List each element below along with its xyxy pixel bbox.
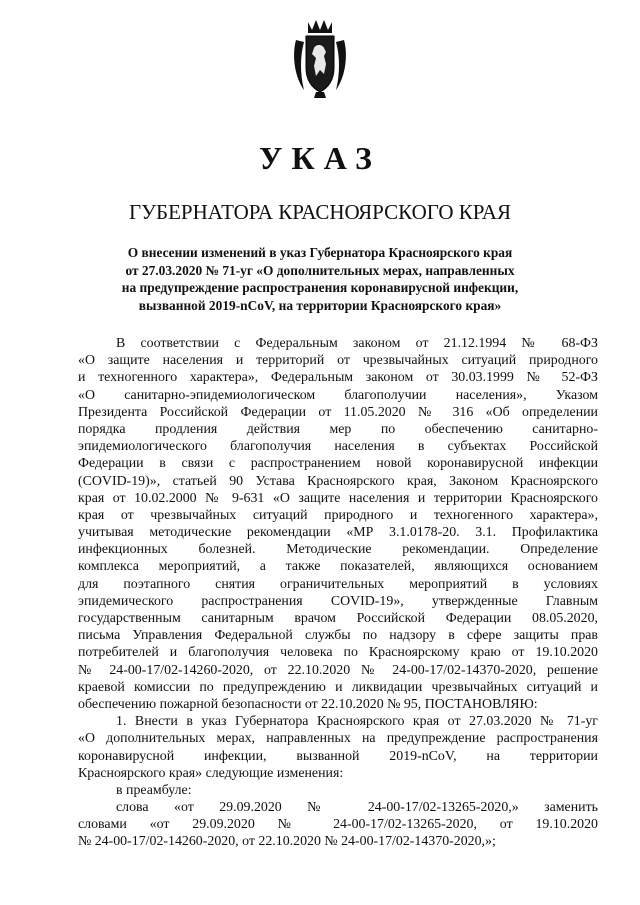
body-line: 1. Внести в указ Губернатора Красноярского края от 27.03.2020 № 71-уг <box>116 714 598 730</box>
body-line: учитывая методические рекомендации «МР 3.1.0178-20. 3.1. Профилактика <box>78 525 598 541</box>
body-line: «О санитарно-эпидемиологическом благополучии населения», Указом <box>78 387 598 403</box>
body-line: письма Управления Федеральной службы по надзору в сфере защиты прав <box>78 628 598 644</box>
heading-line: от 27.03.2020 № 71-уг «О дополнительных мерах, направленных <box>125 262 515 278</box>
body-line: в преамбуле: <box>116 782 192 798</box>
decree-body <box>78 335 598 851</box>
body-line: эпидемиологического благополучия населения в субъектах Российской <box>78 439 598 455</box>
body-line: и техногенного характера», Федеральным законом от 30.03.1999 № 52-ФЗ <box>78 370 598 386</box>
document-subtitle: ГУБЕРНАТОРА КРАСНОЯРСКОГО КРАЯ <box>129 200 511 224</box>
body-line: инфекционных болезней. Методические рекомендации. Определение <box>78 542 598 558</box>
krasnoyarsk-coat-of-arms-icon <box>290 18 350 100</box>
body-line: Президента Российской Федерации от 11.05.2020 № 316 «Об определении <box>78 404 598 420</box>
body-line: государственным санитарным врачом Российской Федерации 08.05.2020, <box>78 611 598 626</box>
body-line: Красноярского края» следующие изменения: <box>78 765 344 781</box>
body-line: обеспечению пожарной безопасности от 22.10.2020 № 95, ПОСТАНОВЛЯЮ: <box>78 696 538 712</box>
heading-line: вызванной 2019-nCoV, на территории Красноярского края» <box>138 297 502 313</box>
body-line: (COVID-19)», статьей 90 Устава Красноярского края, Законом Красноярского <box>78 473 598 489</box>
body-line: для поэтапного снятия ограничительных мероприятий в условиях <box>78 576 598 592</box>
body-line: Федерации в связи с распространением новой коронавирусной инфекции <box>78 456 598 472</box>
heading-line: на предупреждение распространения коронавирусной инфекции, <box>121 280 519 295</box>
body-line: краевой комиссии по предупреждению и ликвидации чрезвычайных ситуаций и <box>78 679 598 695</box>
body-line: № 24-00-17/02-14260-2020, от 22.10.2020 № 24-00-17/02-14370-2020,»; <box>78 834 496 850</box>
body-line: словами «от 29.09.2020 № 24-00-17/02-13265-2020, от 19.10.2020 <box>78 817 598 833</box>
body-line: эпидемического распространения COVID-19», утвержденные Главным <box>78 593 598 609</box>
body-line: коронавирусной инфекции, вызванной 2019-nCoV, на территории <box>78 748 598 764</box>
body-line: «О защите населения и территорий от чрезвычайных ситуаций природного <box>78 353 598 369</box>
body-line: комплекса мероприятий, а также показателей, являющихся основанием <box>78 559 598 575</box>
heading-line: О внесении изменений в указ Губернатора Красноярского края <box>127 245 513 260</box>
body-line: В соответствии с Федеральным законом от 21.12.1994 № 68-ФЗ <box>116 336 598 351</box>
body-line: края от 10.02.2000 № 9-631 «О защите населения и территории Красноярского <box>78 490 598 506</box>
body-line: края от чрезвычайных ситуаций природного и техногенного характера», <box>78 507 598 523</box>
body-line: слова «от 29.09.2020 № 24-00-17/02-13265-2020,» заменить <box>116 800 598 816</box>
body-line: порядка продления действия мер по обеспечению санитарно- <box>78 421 598 437</box>
decree-heading <box>90 244 550 314</box>
document-title: УКАЗ <box>259 140 381 176</box>
body-line: потребителей и благополучия человека по Красноярскому краю от 19.10.2020 <box>78 645 598 661</box>
body-line: № 24-00-17/02-14260-2020, от 22.10.2020 № 24-00-17/02-14370-2020, решение <box>78 662 598 678</box>
body-line: «О дополнительных мерах, направленных на предупреждение распространения <box>78 731 598 747</box>
